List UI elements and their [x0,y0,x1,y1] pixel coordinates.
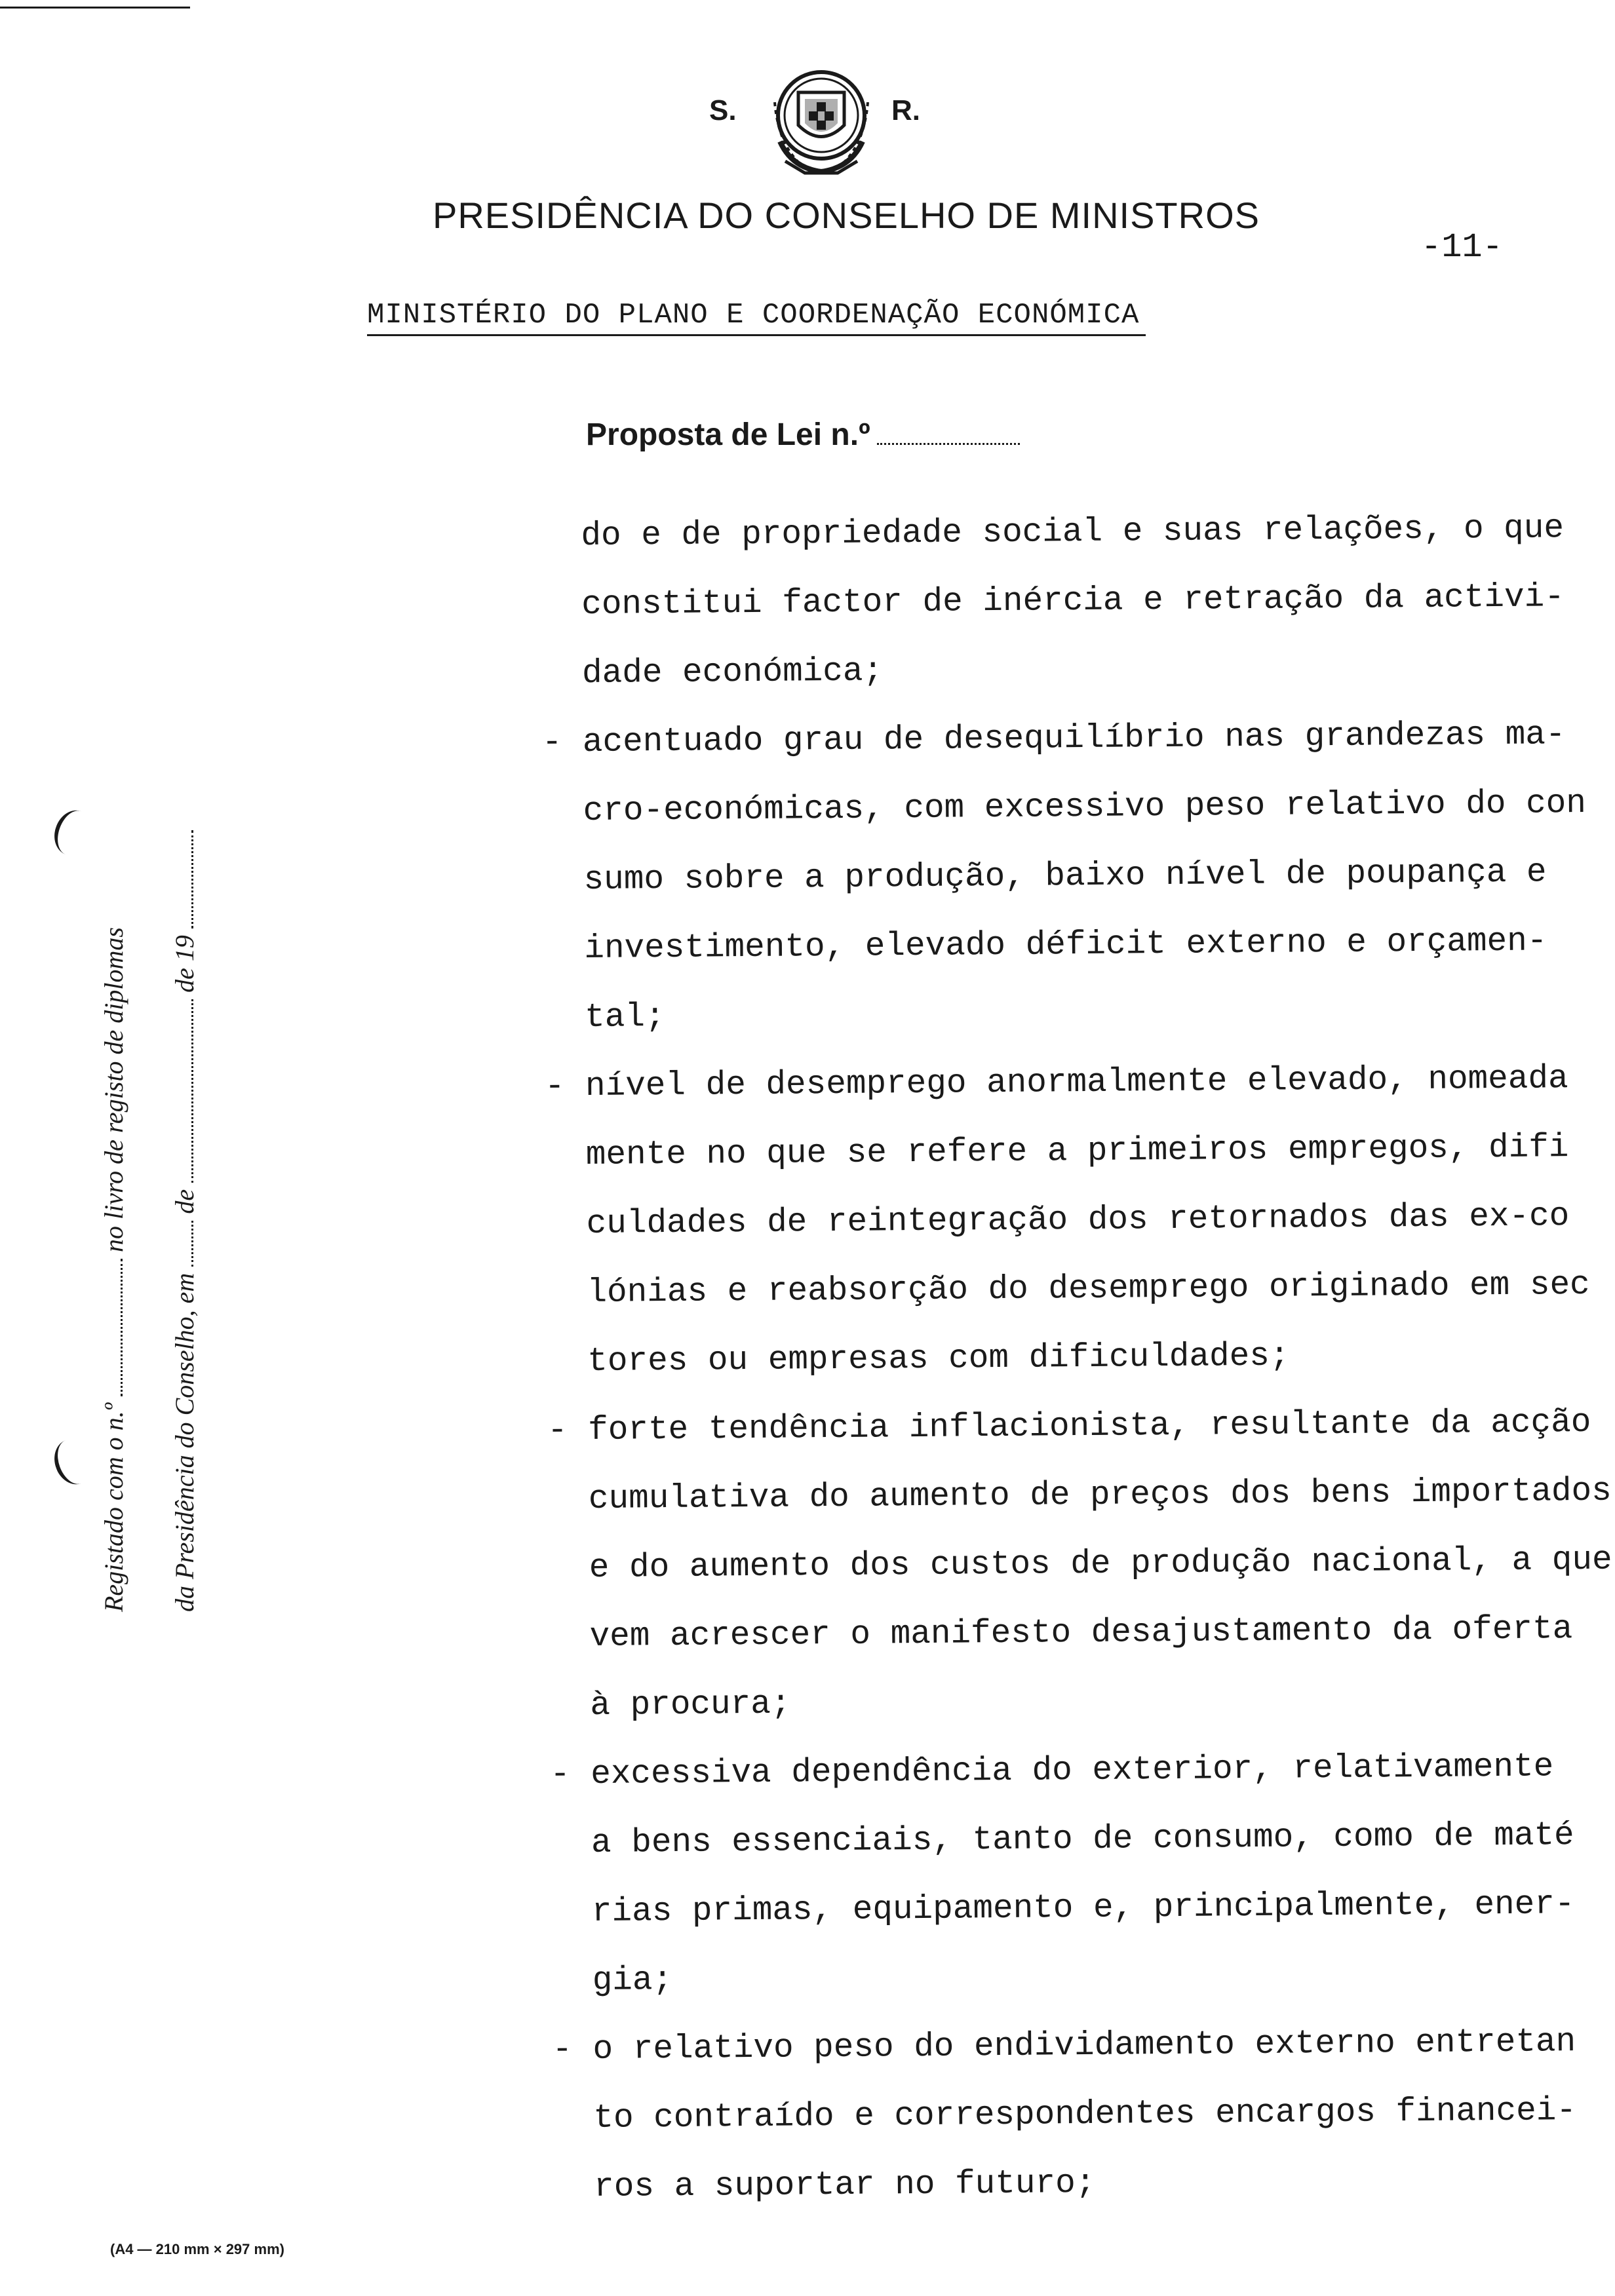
list-item-external-debt [552,2008,1615,2222]
text-line: sumo sobre a produção, baixo nível de poupança e [583,854,1547,899]
margin-bracket-bottom [49,1434,99,1490]
margin-line1-start: Registado com o n.º [99,1402,128,1612]
registration-number-blank [118,1259,123,1396]
text-line: mente no que se refere a primeiros empregos, difi [585,1129,1569,1174]
text-line: ros a suportar no futuro; [593,2164,1096,2206]
top-rule [0,7,190,9]
text-line: constitui factor de inércia e retração da activi- [581,579,1565,624]
text-line: cumulativa do aumento de preços dos bens importados [588,1472,1612,1518]
paper-size-footer: (A4 — 210 mm × 297 mm) [110,2241,284,2257]
letterhead-crest-row [695,63,944,181]
text-line: culdades de reintegração dos retornados das ex-co [586,1198,1570,1243]
text-line: nível de desemprego anormalmente elevado, nomeada [585,1060,1568,1105]
margin-line1-end: no livro de registo de diplomas [99,927,128,1252]
list-dash: - [547,1412,568,1450]
text-line: acentuado grau de desequilíbrio nas grandezas ma- [582,716,1566,761]
list-dash: - [541,724,562,762]
registration-year-blank [189,830,193,928]
margin-registration-line-2 [169,830,200,1612]
text-line: o relativo peso do endividamento externo entretan [593,2023,1576,2069]
letter-s: S. [709,94,737,126]
continuation-paragraph [581,494,1605,708]
text-line: excessiva dependência do exterior, relativamente [591,1748,1554,1793]
portuguese-coat-of-arms-icon [766,63,877,181]
margin-registration-line-1 [98,927,129,1612]
office-title: PRESIDÊNCIA DO CONSELHO DE MINISTROS [433,195,1260,236]
bill-proposal-label [586,417,1020,453]
text-line: lónias e reabsorção do desemprego originado em sec [587,1266,1590,1312]
margin-line2-mid: de [170,1189,199,1214]
list-item-inflation [547,1388,1613,1740]
letter-r: R. [891,94,920,126]
margin-bracket-top [49,805,99,861]
ministry-name: MINISTÉRIO DO PLANO E COORDENAÇÃO ECONÓMICA [367,299,1146,336]
document-body [541,494,1615,2222]
text-line: tal; [584,999,665,1037]
list-dash: - [552,2031,573,2069]
text-line: vem acrescer o manifesto desajustamento da oferta [589,1611,1573,1656]
text-line: tores ou empresas com dificuldades; [587,1337,1290,1381]
list-dash: - [550,1756,571,1794]
margin-line2-start: da Presidência do Conselho, em [170,1272,199,1612]
text-line: a bens essenciais, tanto de consumo, como de maté [591,1817,1574,1862]
text-line: rias primas, equipamento e, principalmente, ener- [591,1886,1575,1931]
list-dash: - [544,1068,565,1106]
text-line: to contraído e correspondentes encargos financei- [593,2092,1577,2137]
text-line: gia; [592,1961,673,2000]
list-item-imbalance [541,700,1607,1052]
page-number: -11- [1421,228,1503,267]
bill-proposal-text: Proposta de Lei n.º [586,417,870,452]
bill-number-blank [877,439,1020,445]
margin-line2-end: de 19 [170,935,199,993]
text-line: do e de propriedade social e suas relações, o que [581,510,1565,555]
registration-month-blank [189,999,193,1183]
text-line: cro-económicas, com excessivo peso relativo do con [583,784,1587,830]
list-item-external-dependence [550,1732,1615,2016]
text-line: e do aumento dos custos de produção nacional, a que [589,1541,1612,1587]
registration-day-blank [189,1221,193,1267]
text-line: forte tendência inflacionista, resultante da acção [587,1404,1591,1449]
text-line: à procura; [590,1685,791,1725]
text-line: investimento, elevado déficit externo e orçamen- [584,923,1547,968]
list-item-unemployment [544,1044,1610,1396]
text-line: dade económica; [581,653,884,693]
